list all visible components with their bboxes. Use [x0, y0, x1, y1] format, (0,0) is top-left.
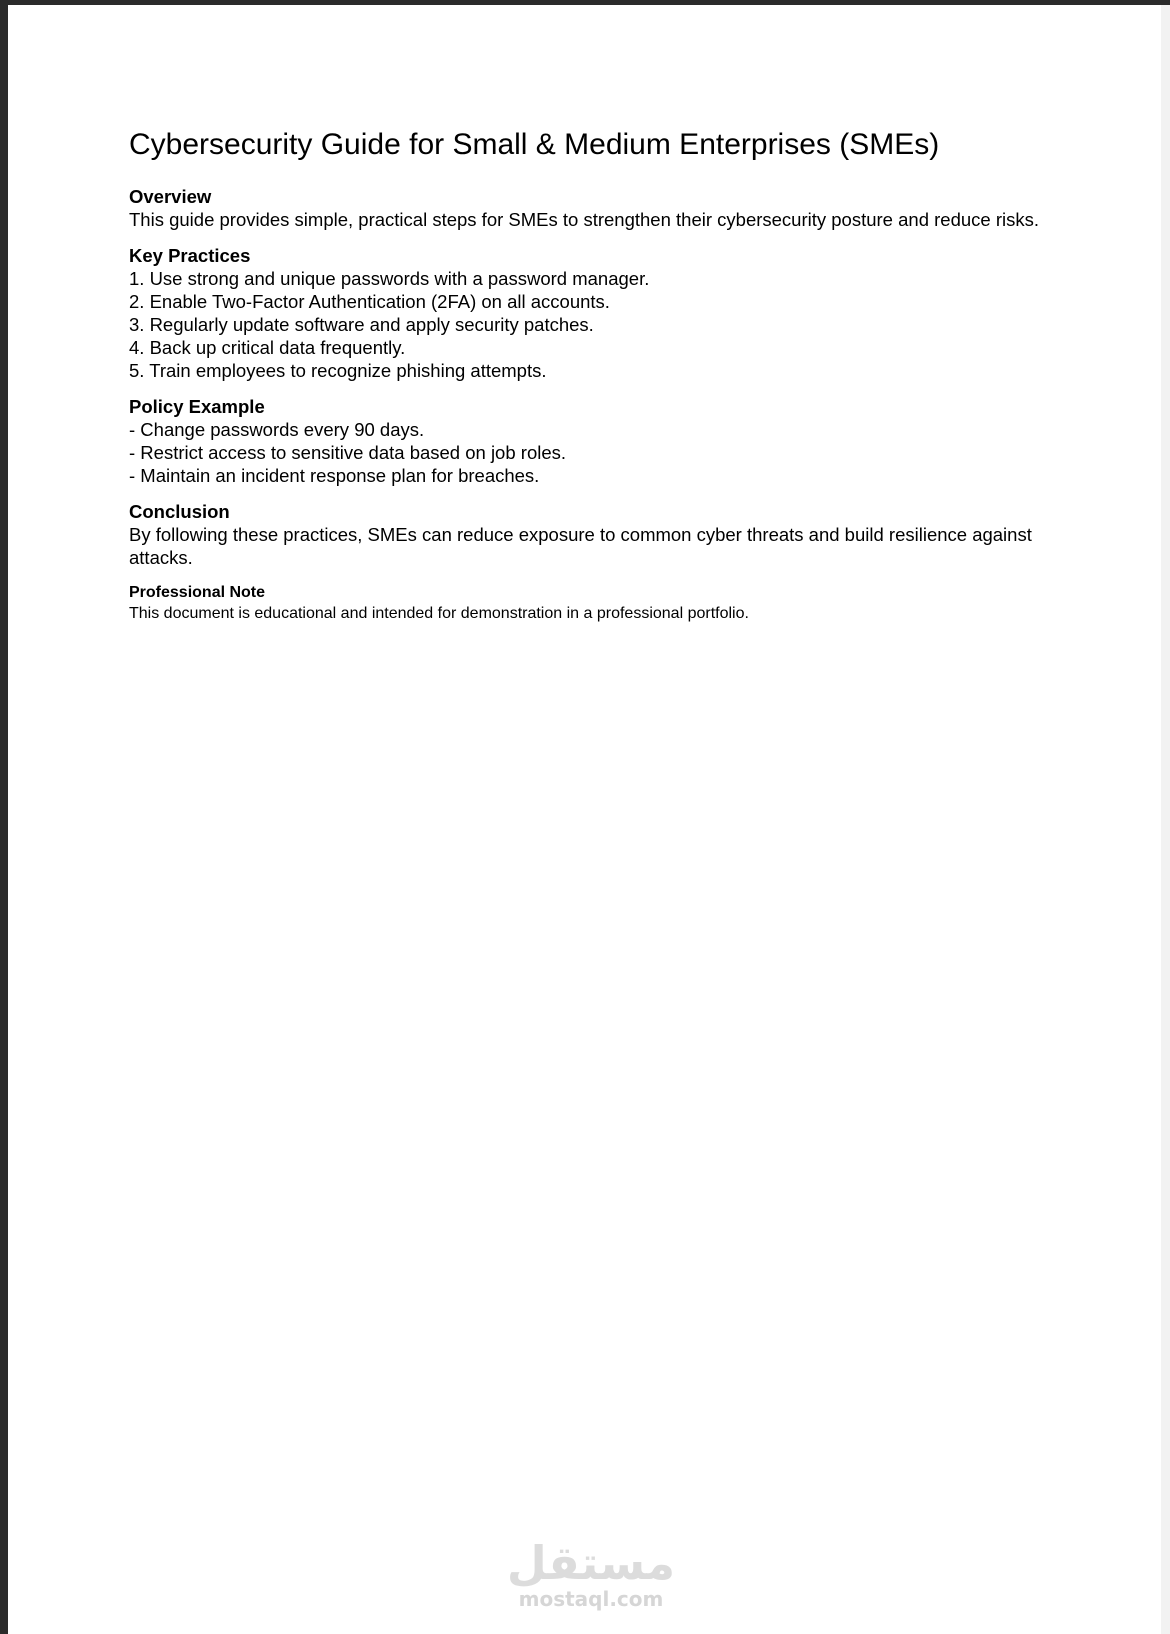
document-content [129, 127, 1059, 637]
section-overview [129, 185, 1059, 231]
section-heading: Key Practices [129, 245, 251, 266]
section-paragraph: This guide provides simple, practical steps for SMEs to strengthen their cybersecurity posture and reduce risks. [129, 209, 1039, 230]
list-item: - Restrict access to sensitive data based on job roles. [129, 442, 567, 463]
list-item: 4. Back up critical data frequently. [129, 337, 406, 358]
section-policy-example [129, 395, 1059, 487]
section-paragraph: By following these practices, SMEs can reduce exposure to common cyber threats and build resilience against attacks. [129, 524, 1032, 568]
list-item: 1. Use strong and unique passwords with a password manager. [129, 268, 650, 289]
section-heading: Policy Example [129, 396, 265, 417]
list-item: - Change passwords every 90 days. [129, 419, 425, 440]
list-item: 5. Train employees to recognize phishing attempts. [129, 360, 547, 381]
watermark-arabic-text: مستقل [506, 1536, 676, 1590]
list-item: - Maintain an incident response plan for breaches. [129, 465, 540, 486]
note-heading: Professional Note [129, 584, 266, 601]
watermark-logo [496, 1538, 686, 1610]
page-edge [1161, 5, 1170, 1634]
watermark-url-text: mostaql.com [518, 1587, 664, 1611]
section-heading: Conclusion [129, 501, 230, 522]
document-title: Cybersecurity Guide for Small & Medium Enterprises (SMEs) [129, 128, 940, 161]
section-conclusion [129, 500, 1059, 569]
list-item: 3. Regularly update software and apply security patches. [129, 314, 594, 335]
document-page [8, 5, 1161, 1634]
section-key-practices [129, 244, 1059, 382]
list-item: 2. Enable Two-Factor Authentication (2FA) on all accounts. [129, 291, 610, 312]
section-professional-note [129, 582, 1059, 624]
section-heading: Overview [129, 186, 212, 207]
note-text: This document is educational and intended for demonstration in a professional portfolio. [129, 605, 749, 622]
